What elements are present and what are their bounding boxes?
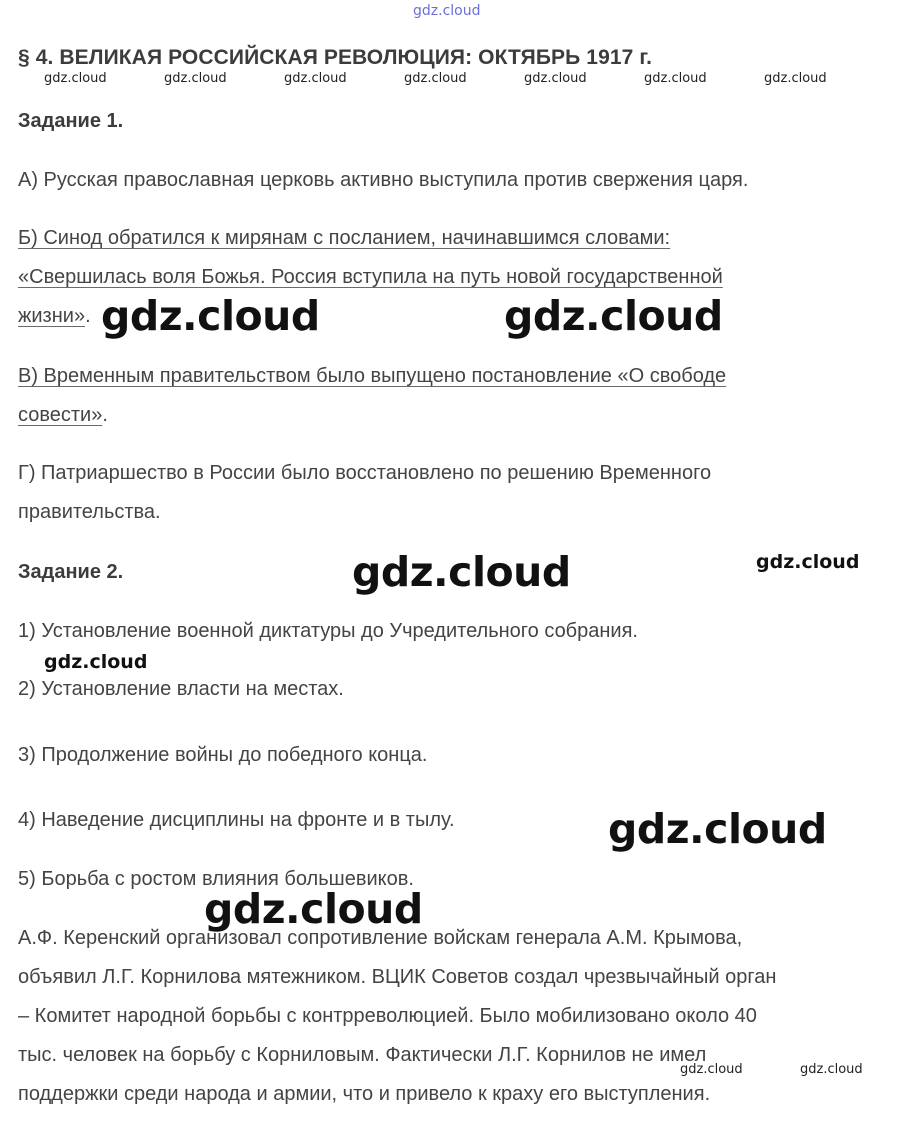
task2-item: 1) Установление военной диктатуры до Учредительного собрания. (18, 620, 638, 642)
task1-option-v (18, 357, 726, 435)
watermark-small: gdz.cloud (284, 71, 347, 86)
task1-option-g-line1: Г) Патриаршество в России было восстановлено по решению Временного (18, 462, 712, 484)
task2-paragraph-line: – Комитет народной борьбы с контрреволюцией. Было мобилизовано около 40 (18, 1005, 757, 1027)
task2-item: 2) Установление власти на местах. (18, 678, 344, 700)
task2-paragraph-line: объявил Л.Г. Корнилова мятежником. ВЦИК Советов создал чрезвычайный орган (18, 966, 777, 988)
task2-item: 4) Наведение дисциплины на фронте и в тылу. (18, 809, 455, 831)
watermark-small: gdz.cloud (644, 71, 707, 86)
watermark-large: gdz.cloud (101, 292, 320, 340)
page-title: § 4. ВЕЛИКАЯ РОССИЙСКАЯ РЕВОЛЮЦИЯ: ОКТЯБРЬ 1917 г. (18, 46, 653, 69)
watermark-medium: gdz.cloud (756, 551, 860, 573)
task2-item: 5) Борьба с ростом влияния большевиков. (18, 868, 414, 890)
task1-option-g (18, 454, 711, 532)
task2-paragraph (18, 919, 776, 1114)
task2-paragraph-line: А.Ф. Керенский организовал сопротивление войскам генерала А.М. Крымова, (18, 927, 743, 949)
watermark-small: gdz.cloud (800, 1062, 863, 1077)
watermark-small: gdz.cloud (164, 71, 227, 86)
watermark-top: gdz.cloud (413, 3, 481, 19)
watermark-small: gdz.cloud (764, 71, 827, 86)
task1-option-b-line1: Б) Синод обратился к мирянам с посланием, начинавшимся словами: (18, 227, 671, 249)
watermark-large: gdz.cloud (608, 805, 827, 853)
watermark-small: gdz.cloud (404, 71, 467, 86)
watermark-medium: gdz.cloud (44, 651, 148, 673)
task1-heading: Задание 1. (18, 110, 124, 132)
task1-option-b-line3: жизни» (18, 305, 86, 327)
watermark-large: gdz.cloud (352, 548, 571, 596)
task1-option-a-text: А) Русская православная церковь активно выступила против свержения царя. (18, 169, 749, 191)
watermark-small: gdz.cloud (680, 1062, 743, 1077)
task2-item: 3) Продолжение войны до победного конца. (18, 744, 428, 766)
task2-paragraph-line: поддержки среди народа и армии, что и привело к краху его выступления. (18, 1083, 711, 1105)
task2-heading: Задание 2. (18, 561, 124, 583)
watermark-large: gdz.cloud (204, 885, 423, 933)
task1-option-b-line2: «Свершилась воля Божья. Россия вступила на путь новой государственной (18, 266, 723, 288)
task1-option-a (18, 161, 748, 200)
task2-paragraph-line: тыс. человек на борьбу с Корниловым. Фактически Л.Г. Корнилов не имел (18, 1044, 707, 1066)
watermark-small: gdz.cloud (524, 71, 587, 86)
task1-option-v-line1: В) Временным правительством было выпущено постановление «О свободе (18, 365, 727, 387)
task1-option-v-line2: совести» (18, 404, 103, 426)
watermark-small: gdz.cloud (44, 71, 107, 86)
watermark-large: gdz.cloud (504, 292, 723, 340)
task1-option-g-line2: правительства. (18, 501, 161, 523)
task1-option-b-end: . (85, 305, 91, 327)
task1-option-v-end: . (102, 404, 108, 426)
